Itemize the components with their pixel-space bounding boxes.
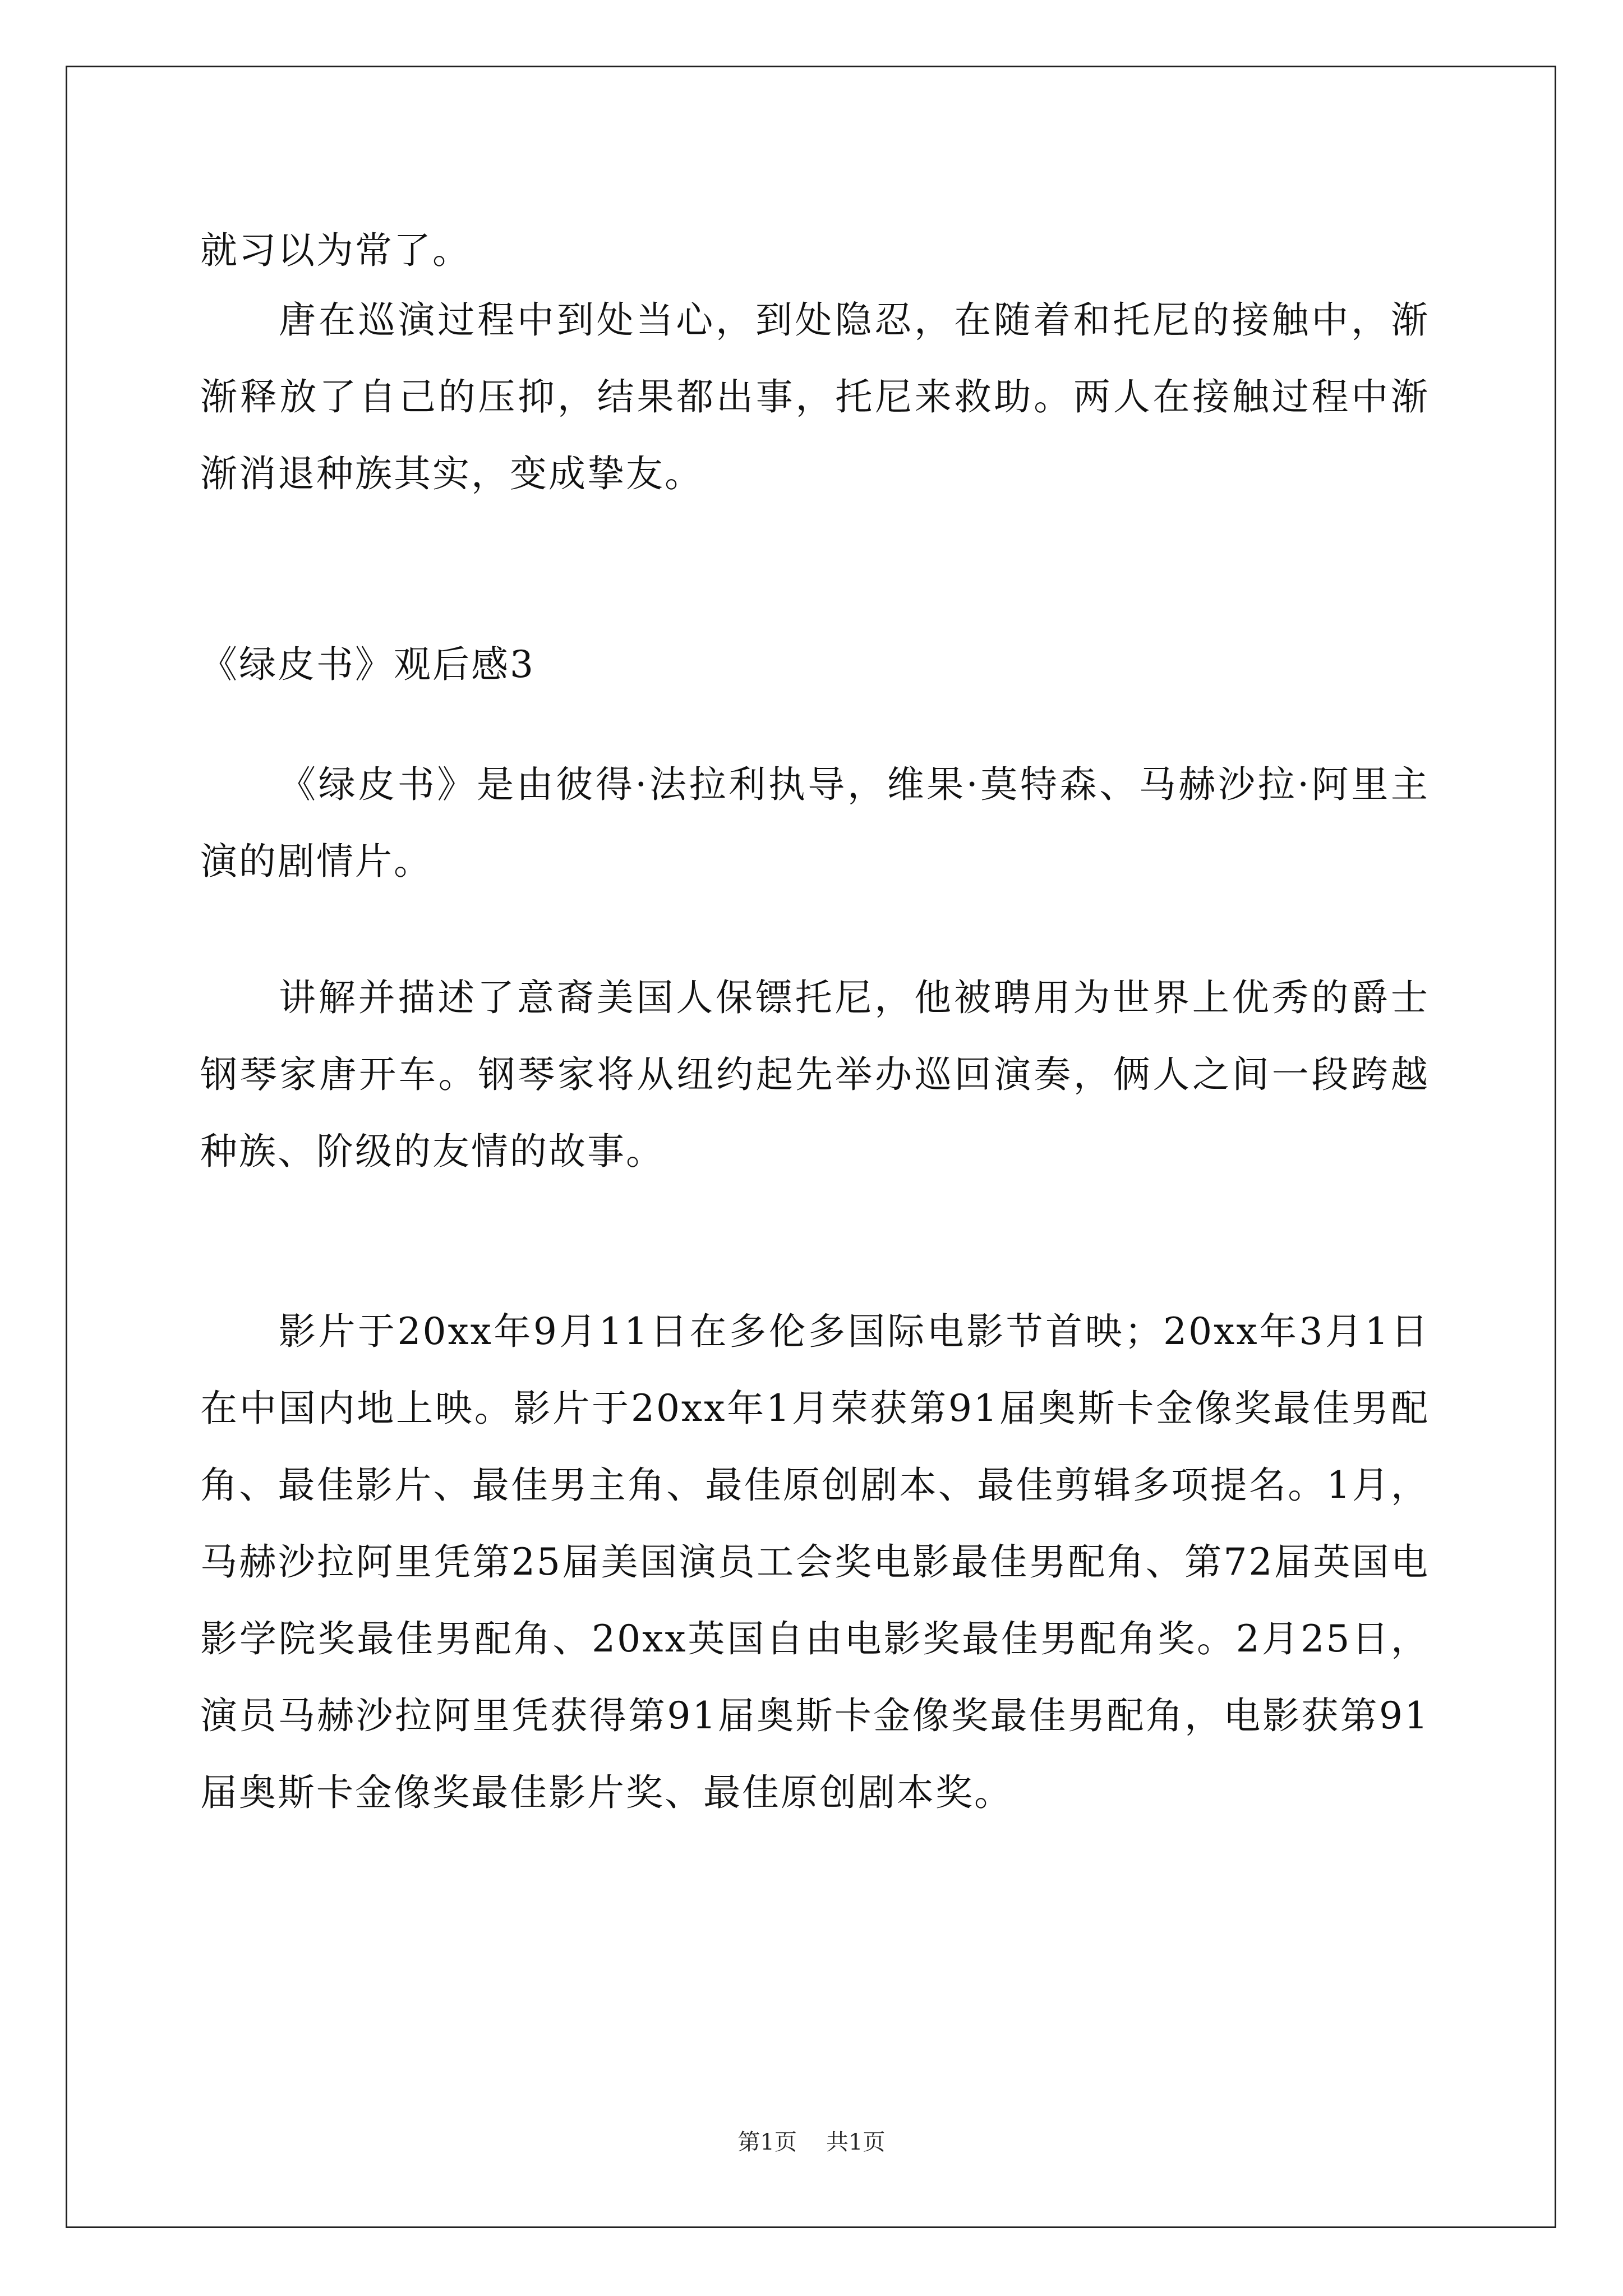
paragraph-continuation: 就习以为常了。: [200, 229, 471, 272]
page-footer: [0, 2129, 1623, 2156]
paragraph-release-awards: 影片于20xx年9月11日在多伦多国际电影节首映；20xx年3月1日在中国内地上映。影片于20xx年1月荣获第91届奥斯卡金像奖最佳男配角、最佳影片、最佳男主角、最佳原创剧本、最佳剪辑多项提名。1月，马赫沙拉阿里凭第25届美国演员工会奖电影最佳男配角、第72届英国电影学院奖最佳男配角、20xx英国自由电影奖最佳男配角奖。2月25日，演员马赫沙拉阿里凭获得第91届奥斯卡金像奖最佳男配角，电影获第91届奥斯卡金像奖最佳影片奖、最佳原创剧本奖。: [200, 1310, 1430, 1814]
paragraph-tang-tour: 唐在巡演过程中到处当心，到处隐忍，在随着和托尼的接触中，渐渐释放了自己的压抑，结果都出事，托尼来救助。两人在接触过程中渐渐消退种族其实，变成挚友。: [200, 298, 1430, 495]
paragraph-plot-summary: 讲解并描述了意裔美国人保镖托尼，他被聘用为世界上优秀的爵士钢琴家唐开车。钢琴家将从纽约起先举办巡回演奏，俩人之间一段跨越种族、阶级的友情的故事。: [200, 976, 1430, 1173]
section-heading: 《绿皮书》观后感3: [200, 643, 535, 686]
page-number: 第1页: [737, 2129, 797, 2155]
paragraph-film-intro: 《绿皮书》是由彼得·法拉利执导，维果·莫特森、马赫沙拉·阿里主演的剧情片。: [200, 763, 1430, 883]
page-total: 共1页: [826, 2129, 886, 2155]
